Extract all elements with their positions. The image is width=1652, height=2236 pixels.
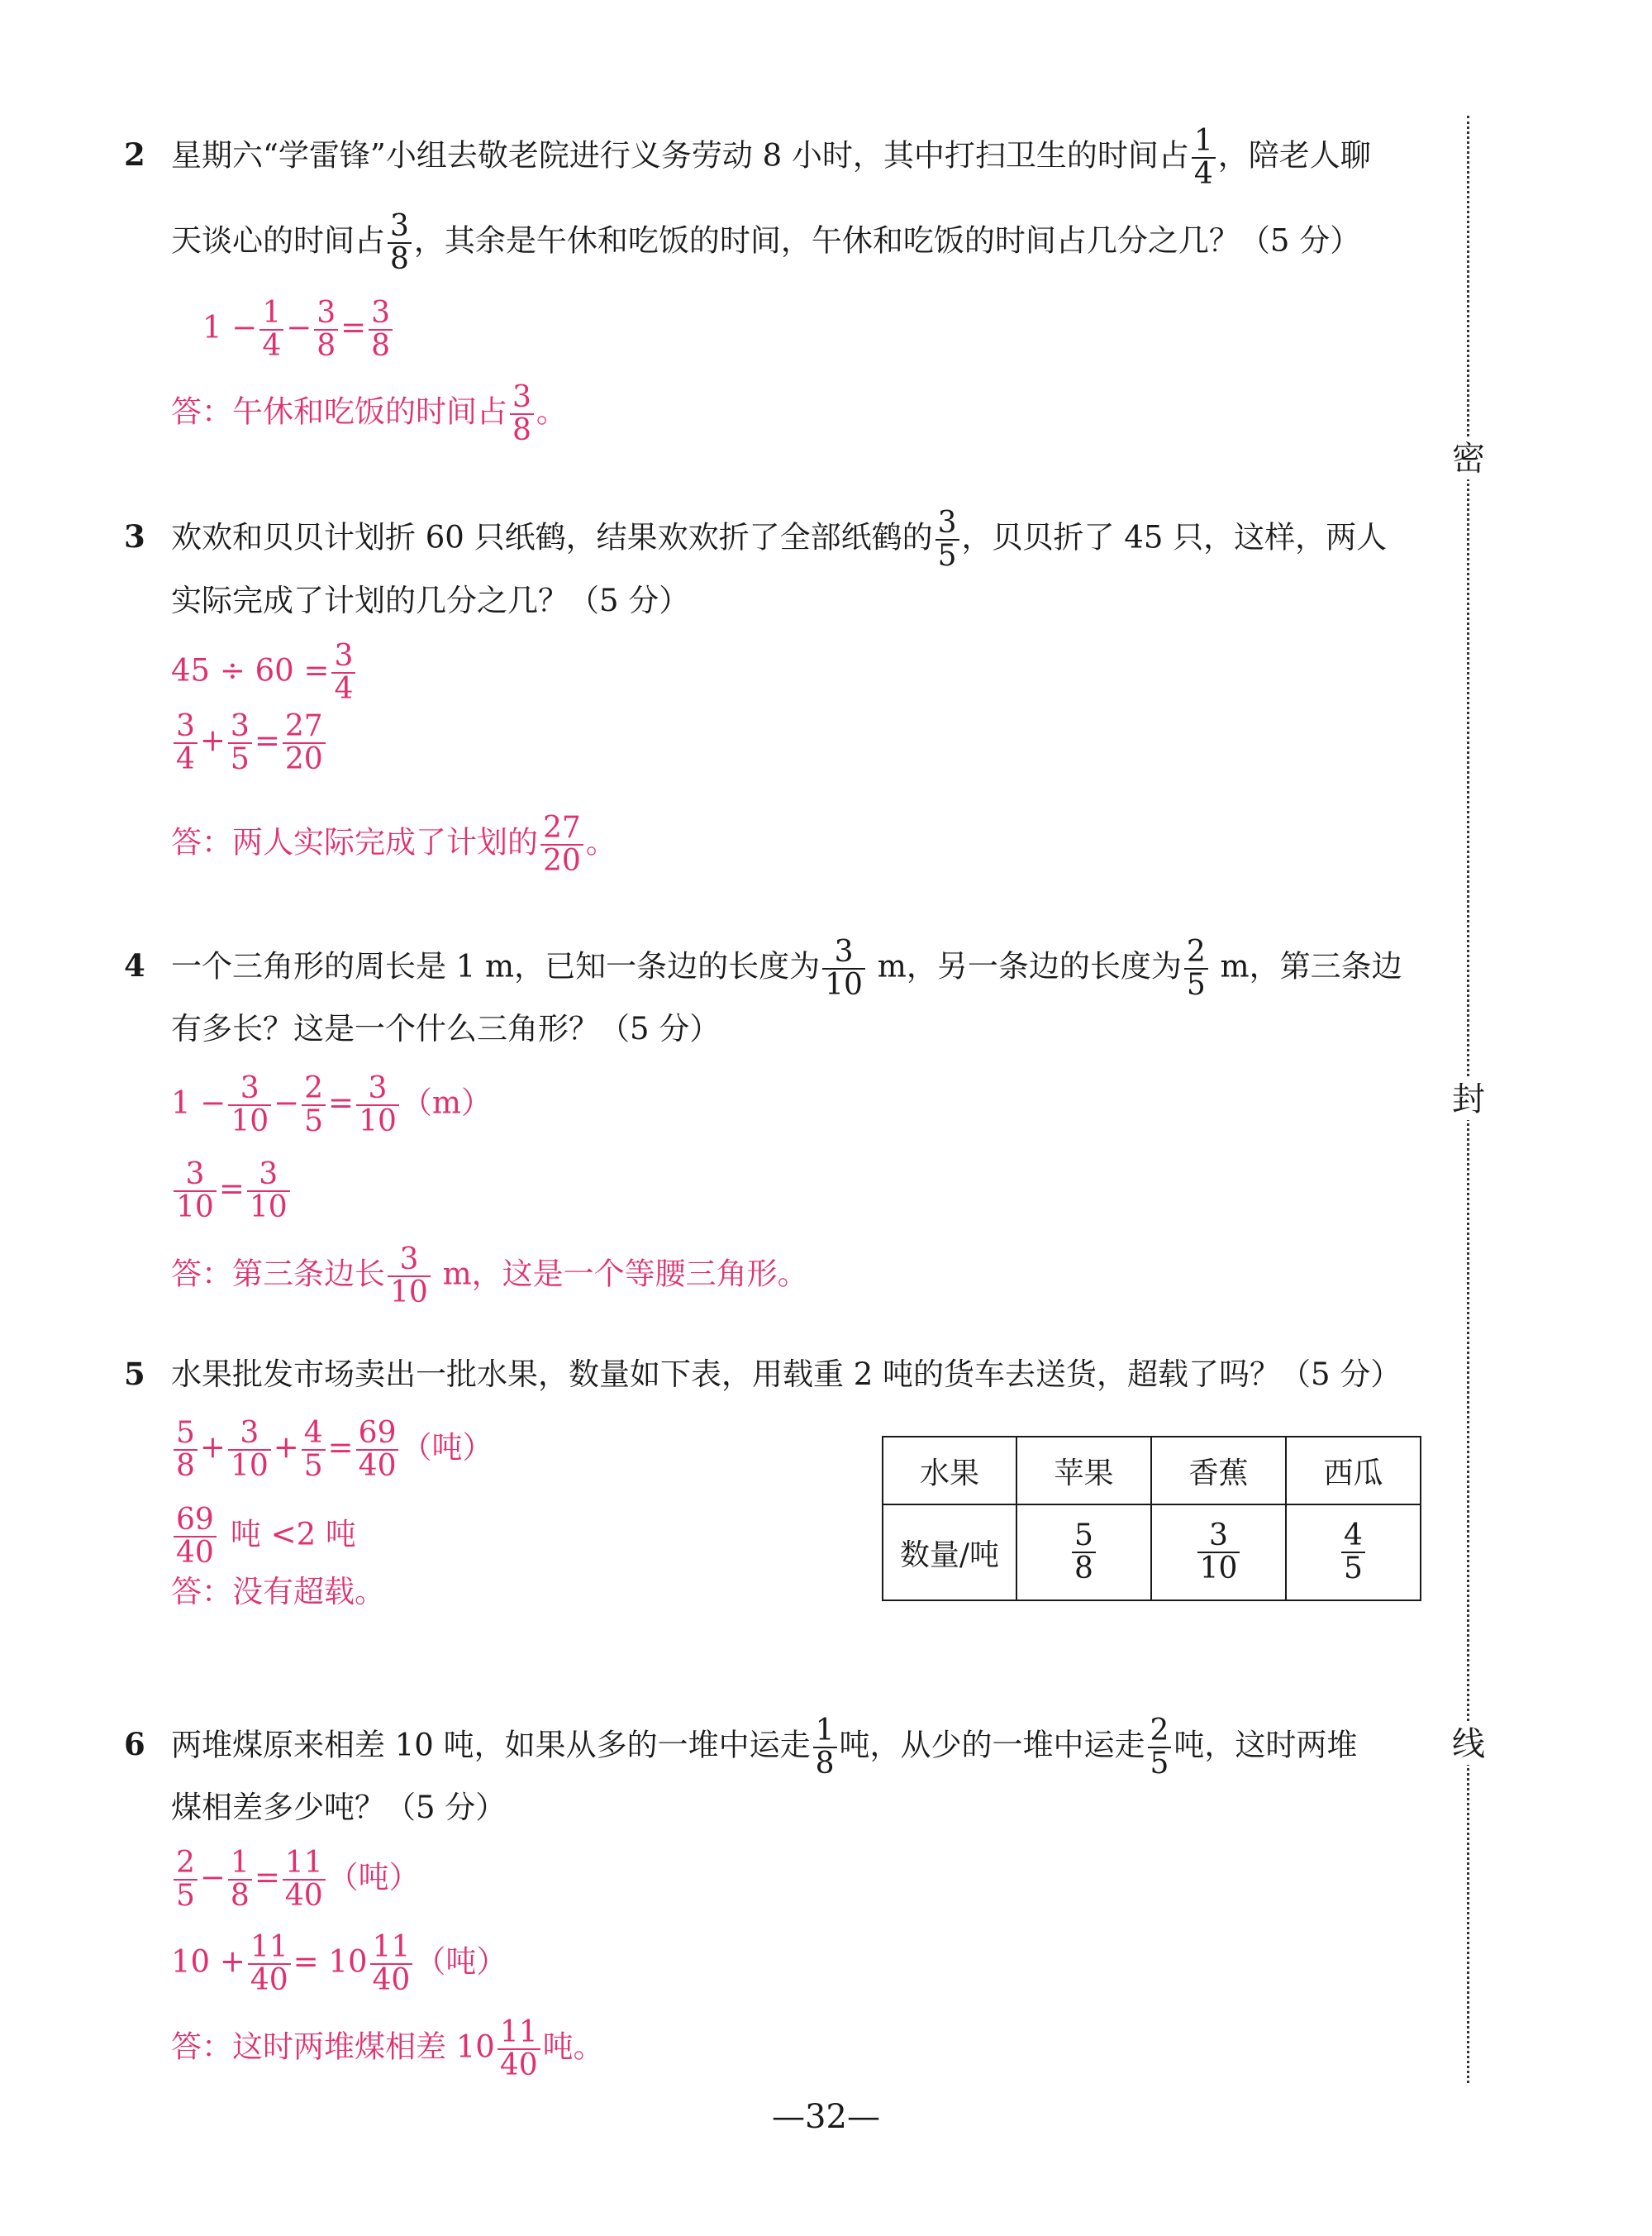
q4-step2: $\frac{3}{10}$ = $\frac{3}{10}$ xyxy=(171,1159,293,1223)
q6-number: 6 xyxy=(124,1726,145,1763)
table-header-cell: 水果 xyxy=(883,1437,1016,1504)
q3-step1: 45 ÷ 60 = $\frac{3}{4}$ xyxy=(171,641,358,705)
fraction: $\frac{3}{10}$ xyxy=(822,937,865,1001)
q2-line2: 天谈心的时间占 $\frac{3}{8}$ ，其余是午休和吃饭的时间，午休和吃饭的时间占几分之几？（5 分） xyxy=(171,209,1361,276)
q5-number: 5 xyxy=(124,1356,145,1392)
q5-answer: 答：没有超载。 xyxy=(171,1574,385,1609)
fraction: $\frac{3}{10}$ xyxy=(356,1073,399,1137)
fraction: $\frac{1}{4}$ xyxy=(259,298,283,362)
table-header-cell: 香蕉 xyxy=(1151,1437,1286,1504)
fraction: $\frac{27}{20}$ xyxy=(540,813,583,877)
q2-answer: 答：午休和吃饭的时间占 $\frac{3}{8}$ 。 xyxy=(171,380,567,447)
q4-line2: 有多长？这是一个什么三角形？（5 分） xyxy=(171,1011,721,1046)
q3-answer: 答：两人实际完成了计划的 $\frac{27}{20}$ 。 xyxy=(171,811,617,878)
table-header-cell: 西瓜 xyxy=(1286,1437,1421,1504)
fraction: $\frac{69}{40}$ xyxy=(174,1504,217,1569)
seal-char-xian: 线 xyxy=(1448,1723,1489,1765)
q6-step1: $\frac{2}{5}$ − $\frac{1}{8}$ = $\frac{11}{40}$ （吨） xyxy=(171,1847,420,1912)
q4-line1: 4 一个三角形的周长是 1 m，已知一条边的长度为 $\frac{3}{10}$ m，另一条边的长度为 $\frac{2}{5}$ m，第三条边 xyxy=(124,935,1402,1002)
fraction: $\frac{3}{10}$ xyxy=(1197,1520,1240,1585)
q3-number: 3 xyxy=(124,518,145,555)
q3-step2: $\frac{3}{4}$ + $\frac{3}{5}$ = $\frac{27}{20}$ xyxy=(171,711,328,775)
q3-line2: 实际完成了计划的几分之几？（5 分） xyxy=(171,583,690,618)
fraction: $\frac{3}{8}$ xyxy=(314,298,338,362)
fraction: $\frac{3}{10}$ xyxy=(247,1159,290,1223)
fraction: $\frac{3}{10}$ xyxy=(228,1073,271,1137)
q2-line1: 2 星期六“学雷锋”小组去敬老院进行义务劳动 8 小时，其中打扫卫生的时间占 $\frac{1}{4}$ ，陪老人聊 xyxy=(124,124,1371,191)
q2-number: 2 xyxy=(124,136,145,174)
q5-step2: $\frac{69}{40}$ 吨 <2 吨 xyxy=(171,1504,356,1569)
table-row-label: 数量/吨 xyxy=(883,1504,1016,1600)
fraction: $\frac{2}{5}$ xyxy=(302,1073,326,1137)
page-number: —32— xyxy=(772,2098,880,2136)
fraction: $\frac{3}{4}$ xyxy=(331,641,355,705)
fraction: $\frac{2}{5}$ xyxy=(1184,937,1208,1001)
fraction: $\frac{3}{10}$ xyxy=(228,1418,271,1482)
fraction: $\frac{11}{40}$ xyxy=(370,1932,413,1996)
q6-line1: 6 两堆煤原来相差 10 吨，如果从多的一堆中运走 $\frac{1}{8}$ 吨，从少的一堆中运走 $\frac{2}{5}$ 吨，这时两堆 xyxy=(124,1714,1358,1781)
fraction: $\frac{27}{20}$ xyxy=(283,711,326,775)
fraction: $\frac{3}{8}$ xyxy=(369,298,393,362)
fraction: $\frac{3}{4}$ xyxy=(174,711,198,775)
table-header-row xyxy=(883,1437,1421,1504)
fraction: $\frac{1}{8}$ xyxy=(813,1715,837,1780)
fraction: $\frac{4}{5}$ xyxy=(302,1418,326,1482)
table-header-cell: 苹果 xyxy=(1016,1437,1151,1504)
q6-line2: 煤相差多少吨？（5 分） xyxy=(171,1790,507,1825)
q5-line1: 5 水果批发市场卖出一批水果，数量如下表，用载重 2 吨的货车去送货，超载了吗？（5 分） xyxy=(124,1349,1401,1399)
q6-step2: 10 + $\frac{11}{40}$ = 10 $\frac{11}{40}$ （吨） xyxy=(171,1930,507,1997)
q2-step1: 1 − $\frac{1}{4}$ − $\frac{3}{8}$ = $\frac{3}{8}$ xyxy=(202,298,395,362)
table-cell xyxy=(1016,1504,1151,1600)
fraction: $\frac{1}{8}$ xyxy=(228,1847,252,1912)
fraction: $\frac{69}{40}$ xyxy=(356,1418,399,1482)
seal-char-mi: 密 xyxy=(1448,438,1489,479)
fraction: $\frac{3}{10}$ xyxy=(388,1244,431,1309)
fraction: $\frac{2}{5}$ xyxy=(1148,1715,1172,1780)
fraction: $\frac{11}{40}$ xyxy=(498,2017,540,2081)
table-row xyxy=(883,1504,1421,1600)
q3-line1: 3 欢欢和贝贝计划折 60 只纸鹤，结果欢欢折了全部纸鹤的 $\frac{3}{5}$ ，贝贝折了 45 只，这样，两人 xyxy=(124,506,1388,573)
table-cell xyxy=(1151,1504,1286,1600)
table-cell xyxy=(1286,1504,1421,1600)
fraction: $\frac{3}{10}$ xyxy=(174,1159,217,1223)
fraction: $\frac{4}{5}$ xyxy=(1341,1520,1365,1585)
fraction: $\frac{3}{8}$ xyxy=(510,382,534,446)
fruit-quantity-table xyxy=(882,1436,1421,1601)
fraction: $\frac{3}{8}$ xyxy=(388,211,412,275)
q4-number: 4 xyxy=(124,947,145,985)
seal-char-feng: 封 xyxy=(1448,1079,1489,1120)
fraction: $\frac{5}{8}$ xyxy=(174,1418,198,1482)
fraction: $\frac{11}{40}$ xyxy=(283,1847,326,1912)
q4-step1: 1 − $\frac{3}{10}$ − $\frac{2}{5}$ = $\frac{3}{10}$ （m） xyxy=(171,1071,492,1138)
fraction: $\frac{2}{5}$ xyxy=(174,1847,198,1912)
q4-answer: 答：第三条边长 $\frac{3}{10}$ m，这是一个等腰三角形。 xyxy=(171,1242,808,1309)
q6-answer: 答：这时两堆煤相差 10 $\frac{11}{40}$ 吨。 xyxy=(171,2015,604,2082)
fraction: $\frac{5}{8}$ xyxy=(1072,1520,1096,1585)
fraction: $\frac{3}{5}$ xyxy=(228,711,252,775)
fraction: $\frac{3}{5}$ xyxy=(935,508,959,572)
fraction: $\frac{1}{4}$ xyxy=(1192,126,1216,190)
fraction: $\frac{11}{40}$ xyxy=(248,1932,291,1996)
q5-step1: $\frac{5}{8}$ + $\frac{3}{10}$ + $\frac{4}{5}$ = $\frac{69}{40}$ （吨） xyxy=(171,1418,493,1482)
